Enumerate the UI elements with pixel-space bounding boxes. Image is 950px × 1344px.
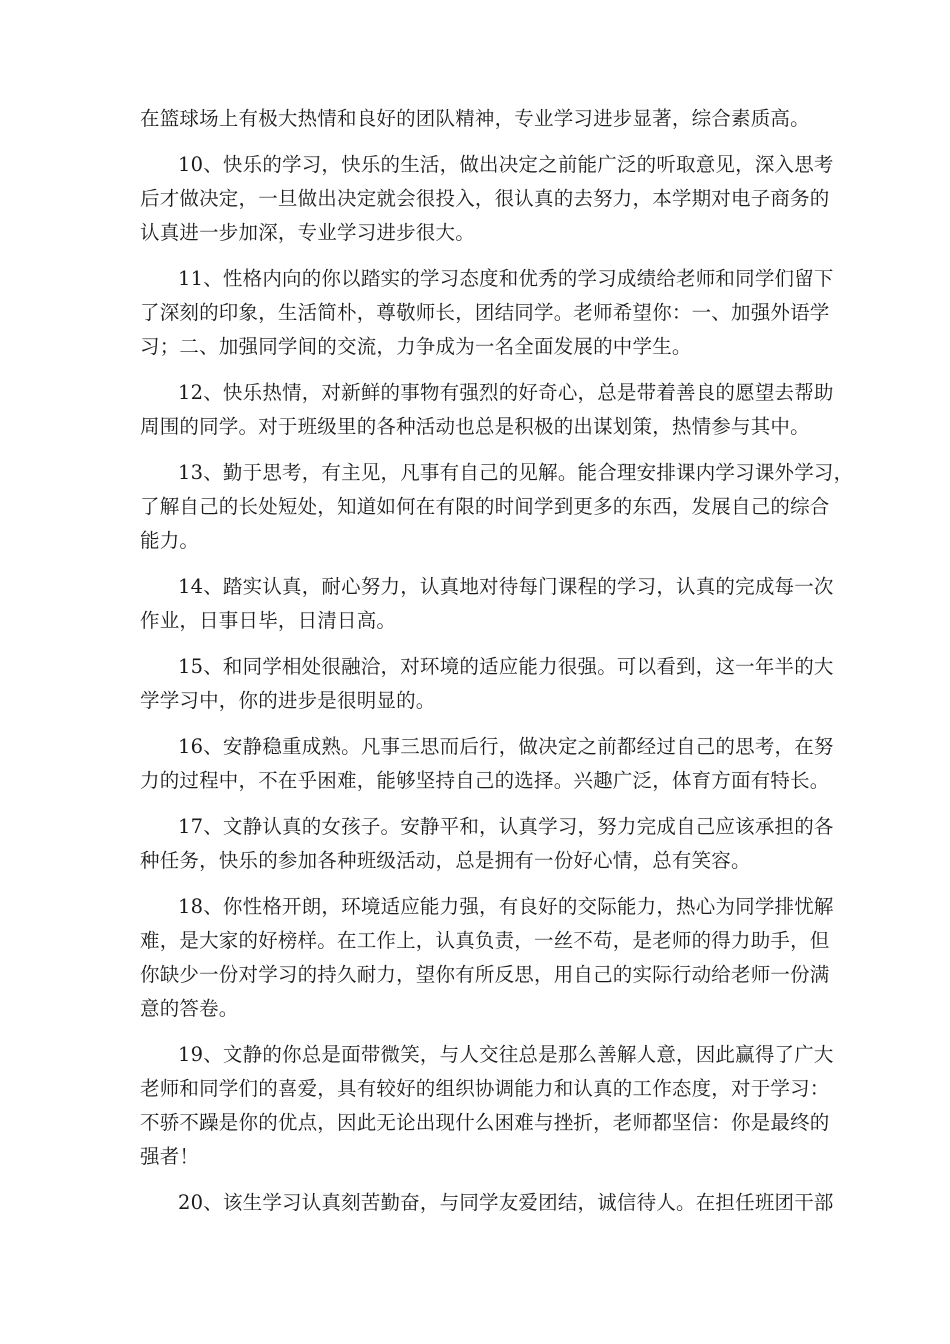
- text-line: 10、快乐的学习，快乐的生活，做出决定之前能广泛的听取意见，深入思考: [178, 153, 834, 176]
- text-line: 15、和同学相处很融洽，对环境的适应能力很强。可以看到，这一年半的大: [178, 655, 834, 678]
- document-body: [140, 102, 854, 1220]
- paragraph-10: [140, 148, 834, 250]
- text-line: 19、文静的你总是面带微笑，与人交往总是那么善解人意，因此赢得了广大: [178, 1043, 834, 1066]
- paragraph-16: [140, 730, 834, 798]
- text-line: 18、你性格开朗，环境适应能力强，有良好的交际能力，热心为同学排忧解: [178, 895, 834, 918]
- text-line: 16、安静稳重成熟。凡事三思而后行，做决定之前都经过自己的思考，在努: [178, 735, 834, 758]
- text-line: 习；二、加强同学间的交流，力争成为一名全面发展的中学生。: [140, 335, 692, 358]
- text-line: 在篮球场上有极大热情和良好的团队精神，专业学习进步显著，综合素质高。: [140, 107, 810, 130]
- paragraph-continuation: [140, 102, 830, 136]
- text-line: 20、该生学习认真刻苦勤奋，与同学友爱团结，诚信待人。在担任班团干部: [178, 1191, 834, 1214]
- text-line: 不骄不躁是你的优点，因此无论出现什么困难与挫折，老师都坚信：你是最终的: [140, 1111, 830, 1134]
- text-line: 17、文静认真的女孩子。安静平和，认真学习，努力完成自己应该承担的各: [178, 815, 834, 838]
- paragraph-11: [140, 262, 834, 364]
- paragraph-15: [140, 650, 834, 718]
- paragraph-13: [140, 456, 854, 558]
- text-line: 种任务，快乐的参加各种班级活动，总是拥有一份好心情，总有笑容。: [140, 849, 751, 872]
- text-line: 了解自己的长处短处，知道如何在有限的时间学到更多的东西，发展自己的综合: [140, 495, 830, 518]
- text-line: 12、快乐热情，对新鲜的事物有强烈的好奇心，总是带着善良的愿望去帮助: [178, 381, 834, 404]
- text-line: 周围的同学。对于班级里的各种活动也总是积极的出谋划策，热情参与其中。: [140, 415, 810, 438]
- text-line: 老师和同学们的喜爱，具有较好的组织协调能力和认真的工作态度，对于学习：: [140, 1077, 830, 1100]
- text-line: 作业，日事日毕，日清日高。: [140, 609, 397, 632]
- text-line: 你缺少一份对学习的持久耐力，望你有所反思，用自己的实际行动给老师一份满: [140, 963, 830, 986]
- paragraph-17: [140, 810, 834, 878]
- text-line: 14、踏实认真，耐心努力，认真地对待每门课程的学习，认真的完成每一次: [178, 575, 834, 598]
- paragraph-12: [140, 376, 834, 444]
- text-line: 意的答卷。: [140, 997, 239, 1020]
- text-line: 难，是大家的好榜样。在工作上，认真负责，一丝不苟，是老师的得力助手，但: [140, 929, 830, 952]
- text-line: 后才做决定，一旦做出决定就会很投入，很认真的去努力，本学期对电子商务的: [140, 187, 830, 210]
- paragraph-20: [140, 1186, 834, 1220]
- text-line: 认真进一步加深，专业学习进步很大。: [140, 221, 475, 244]
- text-line: 13、勤于思考，有主见，凡事有自己的见解。能合理安排课内学习课外学习，: [178, 461, 854, 484]
- paragraph-14: [140, 570, 834, 638]
- text-line: 力的过程中，不在乎困难，能够坚持自己的选择。兴趣广泛，体育方面有特长。: [140, 769, 830, 792]
- paragraph-19: [140, 1038, 834, 1174]
- paragraph-18: [140, 890, 834, 1026]
- text-line: 能力。: [140, 529, 200, 552]
- text-line: 强者！: [140, 1145, 200, 1168]
- text-line: 学学习中，你的进步是很明显的。: [140, 689, 436, 712]
- text-line: 了深刻的印象，生活简朴，尊敬师长，团结同学。老师希望你：一、加强外语学: [140, 301, 830, 324]
- text-line: 11、性格内向的你以踏实的学习态度和优秀的学习成绩给老师和同学们留下: [178, 267, 834, 290]
